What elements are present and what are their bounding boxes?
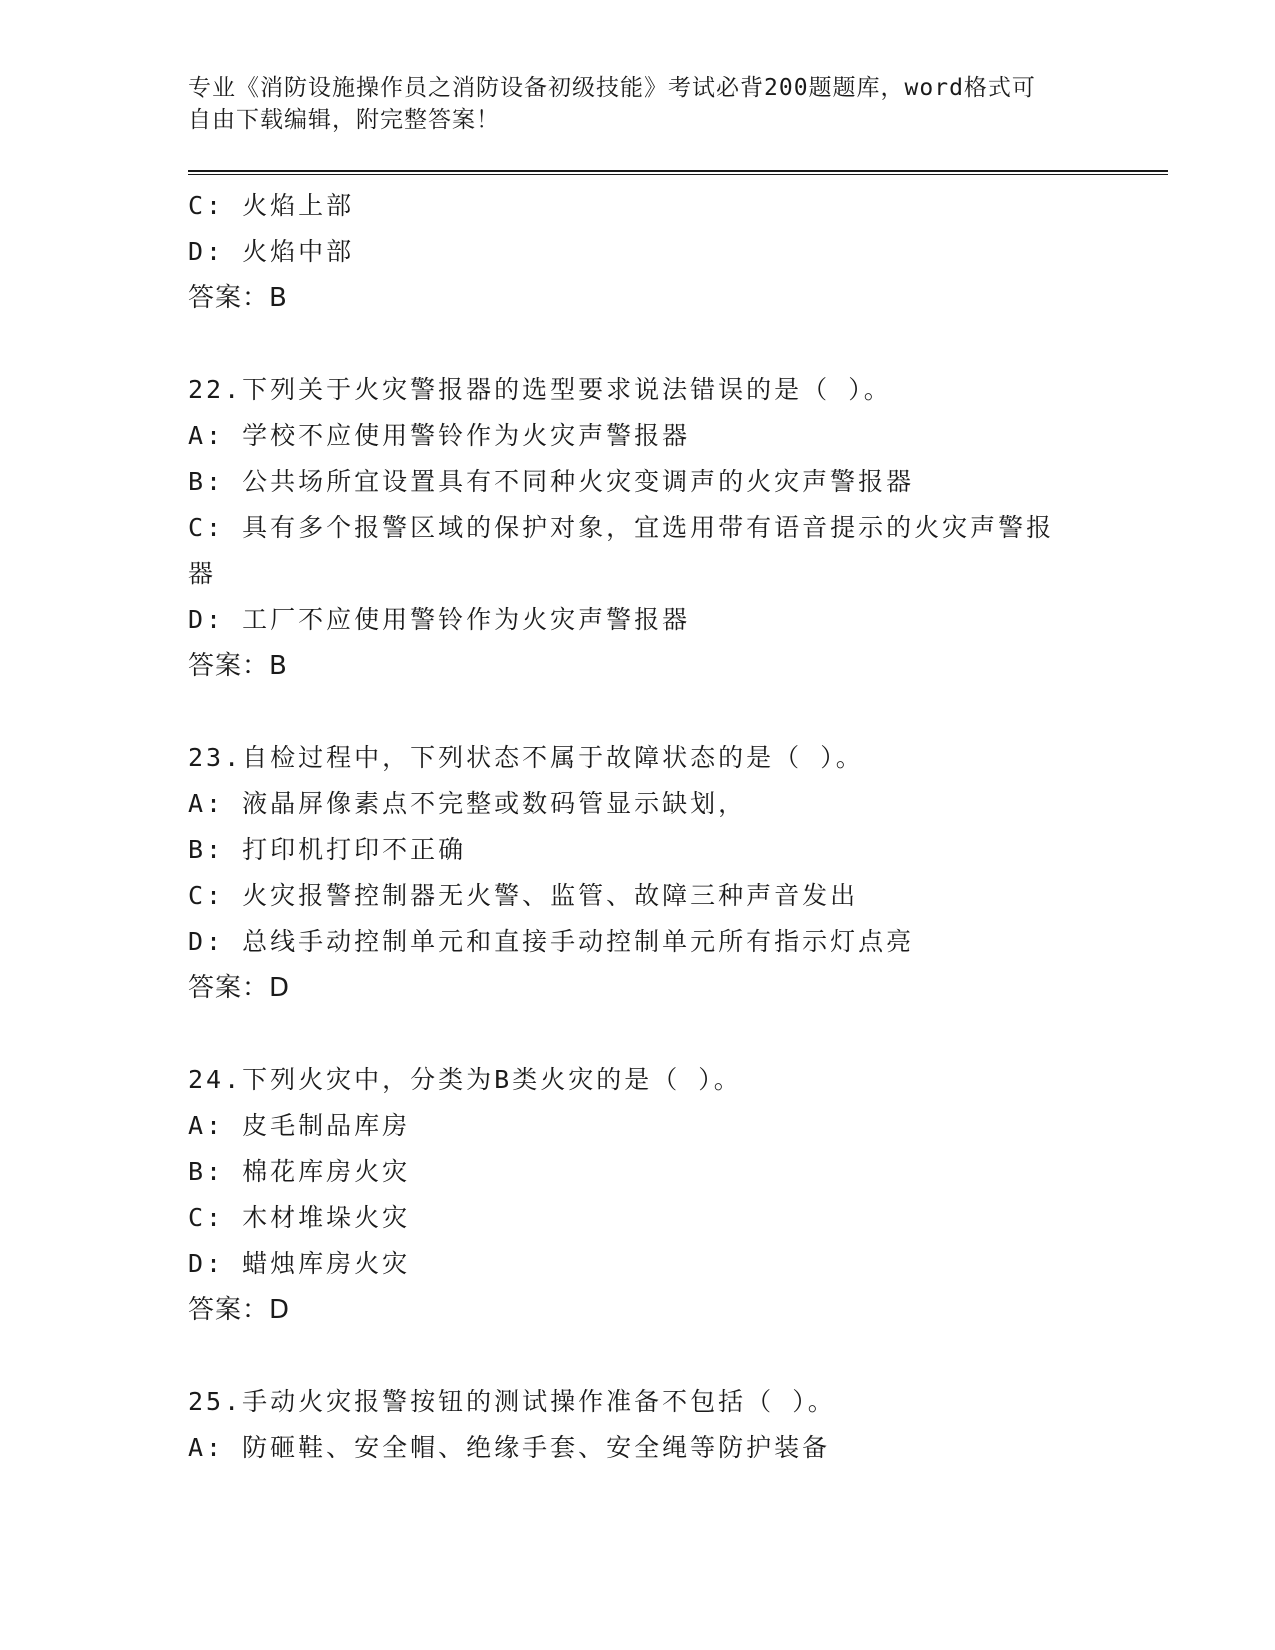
header-divider xyxy=(188,170,1168,175)
option-c: C: 具有多个报警区域的保护对象，宜选用带有语音提示的火灾声警报 xyxy=(188,513,1055,542)
option-d: D: 总线手动控制单元和直接手动控制单元所有指示灯点亮 xyxy=(188,927,915,956)
answer-line: 答案：B xyxy=(188,651,288,681)
question-stem: 25.手动火灾报警按钮的测试操作准备不包括（ ）。 xyxy=(188,1387,836,1416)
option-a: A: 防砸鞋、安全帽、绝缘手套、安全绳等防护装备 xyxy=(188,1433,831,1462)
question-24 xyxy=(188,1057,1168,1333)
question-stem: 23.自检过程中，下列状态不属于故障状态的是（ ）。 xyxy=(188,743,864,772)
question-gap xyxy=(188,689,1168,735)
question-21-tail xyxy=(188,183,1168,321)
option-b: B: 公共场所宜设置具有不同种火灾变调声的火灾声警报器 xyxy=(188,467,915,496)
option-d: D: 工厂不应使用警铃作为火灾声警报器 xyxy=(188,605,691,634)
question-stem: 22.下列关于火灾警报器的选型要求说法错误的是（ ）。 xyxy=(188,375,892,404)
question-gap xyxy=(188,1333,1168,1379)
option-c: C: 木材堆垛火灾 xyxy=(188,1203,411,1232)
document-content xyxy=(188,183,1168,1471)
document-header-line-1: 专业《消防设施操作员之消防设备初级技能》考试必背200题题库，word格式可 xyxy=(188,75,1036,101)
option-a: A: 皮毛制品库房 xyxy=(188,1111,411,1140)
option-d: D: 火焰中部 xyxy=(188,237,355,266)
option-c: C: 火灾报警控制器无火警、监管、故障三种声音发出 xyxy=(188,881,859,910)
option-c: C: 火焰上部 xyxy=(188,191,355,220)
option-a: A: 学校不应使用警铃作为火灾声警报器 xyxy=(188,421,691,450)
option-b: B: 棉花库房火灾 xyxy=(188,1157,411,1186)
question-gap xyxy=(188,1011,1168,1057)
option-b: B: 打印机打印不正确 xyxy=(188,835,467,864)
answer-line: 答案：D xyxy=(188,973,291,1003)
question-stem: 24.下列火灾中，分类为B类火灾的是（ ）。 xyxy=(188,1065,742,1094)
answer-line: 答案：B xyxy=(188,283,288,313)
document-header-line-2: 自由下载编辑，附完整答案！ xyxy=(188,107,500,133)
option-a: A: 液晶屏像素点不完整或数码管显示缺划， xyxy=(188,789,747,818)
answer-line: 答案：D xyxy=(188,1295,291,1325)
option-d: D: 蜡烛库房火灾 xyxy=(188,1249,411,1278)
question-gap xyxy=(188,321,1168,367)
document-page xyxy=(188,72,1168,1471)
option-c-continued: 器 xyxy=(188,559,217,588)
question-25 xyxy=(188,1379,1168,1471)
question-23 xyxy=(188,735,1168,1011)
question-22 xyxy=(188,367,1168,689)
